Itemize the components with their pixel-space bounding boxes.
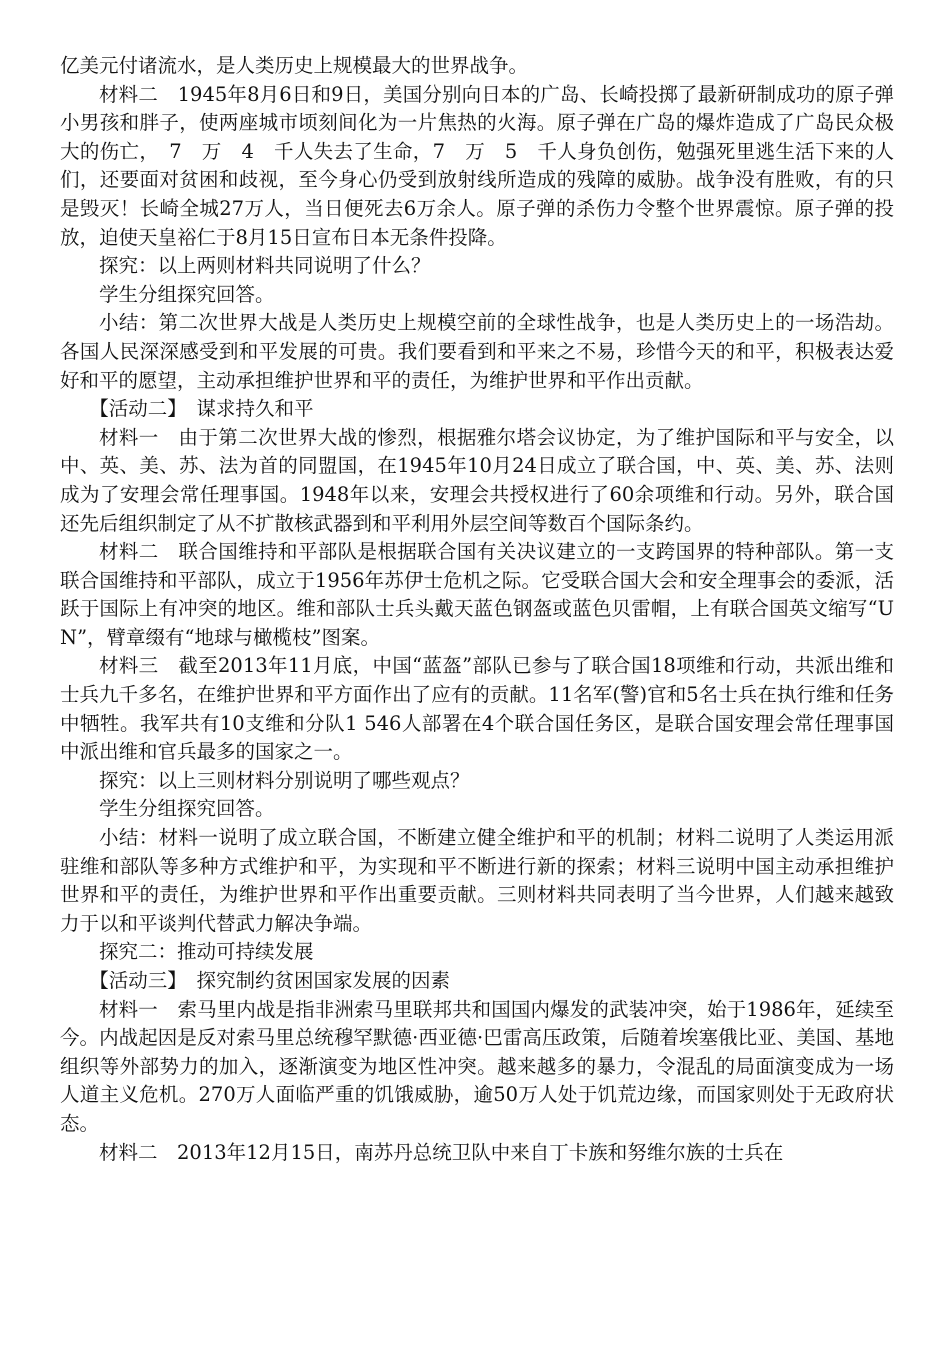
heading-inquiry-section-two: 探究二：推动可持续发展 [99, 940, 314, 964]
paragraph-material-one-un: 材料一 由于第二次世界大战的惨烈，根据雅尔塔会议协定，为了维护国际和平与安全，以中、英、美、苏、法为首的同盟国，在1945年10月24日成立了联合国，中、英、美、苏、法则成为了安理会常任理事国。1948年以来，安理会共授权进行了60余项维和行动。另外，联合国还先后组织制定了从不扩散核武器到和平利用外层空间等数百个国际条约。 [60, 425, 894, 535]
paragraph-inquiry-two: 探究：以上三则材料分别说明了哪些观点？ [99, 768, 470, 792]
paragraph-summary-two: 小结：材料一说明了成立联合国，不断建立健全维护和平的机制；材料二说明了人类运用派驻维和部队等多种方式维护和平，为实现和平不断进行新的探索；材料三说明中国主动承担维护世界和平的责任，为维护世界和平作出重要贡献。三则材料共同表明了当今世界，人们越来越致力于以和平谈判代替武力解决争端。 [60, 826, 894, 935]
paragraph-material-one-somalia: 材料一 索马里内战是指非洲索马里联邦共和国国内爆发的武装冲突，始于1986年，延续至今。内战起因是反对索马里总统穆罕默德·西亚德·巴雷高压政策，后随着埃塞俄比亚、美国、基地组织等外部势力的加入，逐渐演变为地区性冲突。越来越多的暴力，令混乱的局面演变成为一场人道主义危机。270万人面临严重的饥饿威胁，逾50万人处于饥荒边缘，而国家则处于无政府状态。 [60, 997, 894, 1135]
document-page [60, 52, 894, 1167]
paragraph-material-two-south-sudan: 材料二 2013年12月15日，南苏丹总统卫队中来自丁卡族和努维尔族的士兵在 [99, 1140, 784, 1164]
paragraph-material-two-peacekeeping: 材料二 联合国维持和平部队是根据联合国有关决议建立的一支跨国界的特种部队。第一支联合国维持和平部队，成立于1956年苏伊士危机之际。它受联合国大会和安全理事会的委派，活跃于国际上有冲突的地区。维和部队士兵头戴天蓝色钢盔或蓝色贝雷帽，上有联合国英文缩写“UN”，臂章缀有“地球与橄榄枝”图案。 [60, 540, 894, 649]
paragraph-material-two-atomic-bomb: 材料二 1945年8月6日和9日，美国分别向日本的广岛、长崎投掷了最新研制成功的原子弹小男孩和胖子，使两座城市顷刻间化为一片焦热的火海。原子弹在广岛的爆炸造成了广岛民众极大的伤亡， 7 万 4 千人失去了生命，7 万 5 千人身负创伤，勉强死里逃生活下来的人们，还要面对贫困和歧视，至今身心仍受到放射线所造成的残障的威胁。战争没有胜败，有的只是毁灭！长崎全城27万人，当日便死去6万余人。原子弹的杀伤力令整个世界震惊。原子弹的投放，迫使天皇裕仁于8月15日宣布日本无条件投降。 [60, 82, 894, 249]
paragraph-material-three-blue-helmets: 材料三 截至2013年11月底，中国“蓝盔”部队已参与了联合国18项维和行动，共派出维和士兵九千多名，在维护世界和平方面作出了应有的贡献。11名军(警)官和5名士兵在执行维和任务中牺牲。我军共有10支维和分队1 546人部署在4个联合国任务区，是联合国安理会常任理事国中派出维和官兵最多的国家之一。 [60, 654, 894, 764]
heading-activity-two: 【活动二】 谋求持久和平 [89, 397, 314, 421]
paragraph-summary-one: 小结：第二次世界大战是人类历史上规模空前的全球性战争，也是人类历史上的一场浩劫。各国人民深深感受到和平发展的可贵。我们要看到和平来之不易，珍惜今天的和平，积极表达爱好和平的愿望，主动承担维护世界和平的责任，为维护世界和平作出贡献。 [60, 311, 894, 392]
paragraph-student-answer-one: 学生分组探究回答。 [99, 282, 275, 306]
paragraph-student-answer-two: 学生分组探究回答。 [99, 797, 275, 821]
paragraph-continuation: 亿美元付诸流水，是人类历史上规模最大的世界战争。 [60, 54, 529, 77]
heading-activity-three: 【活动三】 探究制约贫困国家发展的因素 [89, 969, 451, 992]
paragraph-inquiry-one: 探究：以上两则材料共同说明了什么？ [99, 254, 431, 278]
